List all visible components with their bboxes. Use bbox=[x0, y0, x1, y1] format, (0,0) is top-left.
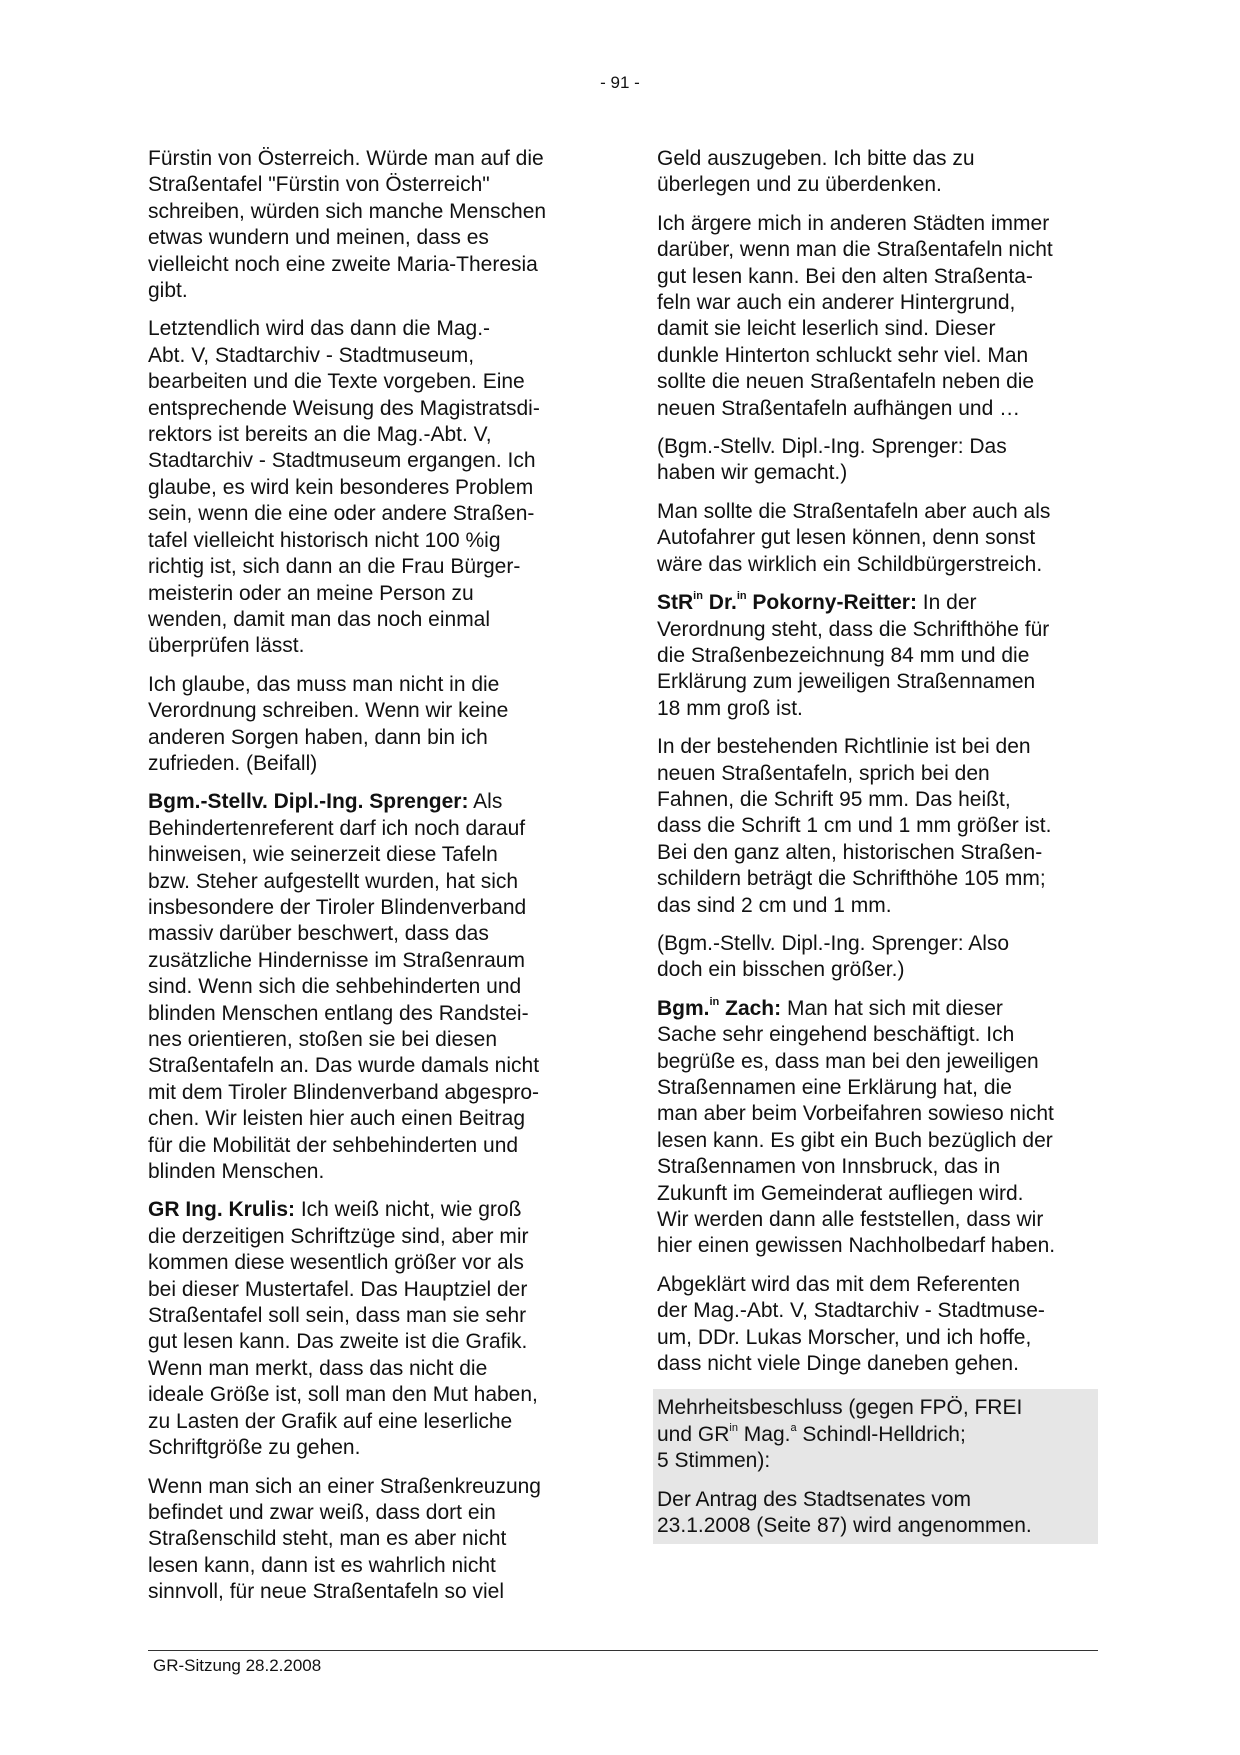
text-line: man aber beim Vorbeifahren sowieso nicht bbox=[657, 1102, 1054, 1126]
speech-text: In der bbox=[916, 591, 977, 615]
text-line: für die Mobilität der sehbehinderten und bbox=[148, 1133, 519, 1157]
text-line: In der bestehenden Richtlinie ist bei den bbox=[657, 735, 1031, 759]
text-line: neuen Straßentafeln aufhängen und … bbox=[657, 396, 1021, 420]
text-line: Bei den ganz alten, historischen Straßen- bbox=[657, 840, 1043, 864]
text-line: sollte die neuen Straßentafeln neben die bbox=[657, 370, 1035, 394]
text-line bbox=[657, 590, 1097, 616]
footer-text: GR-Sitzung 28.2.2008 bbox=[153, 1656, 322, 1675]
text-line: wäre das wirklich ein Schildbürgerstreich. bbox=[657, 552, 1043, 576]
text-line: gut lesen kann. Bei den alten Straßenta- bbox=[657, 264, 1033, 288]
text-line: befindet und zwar weiß, dass dort ein bbox=[148, 1500, 496, 1524]
text-line: Geld auszugeben. Ich bitte das zu bbox=[657, 147, 975, 170]
text-line: das sind 2 cm und 1 mm. bbox=[657, 893, 892, 917]
text-line: sind. Wenn sich die sehbehinderten und bbox=[148, 975, 522, 999]
text-line: um, DDr. Lukas Morscher, und ich hoffe, bbox=[657, 1325, 1032, 1349]
footer-divider bbox=[148, 1650, 1098, 1651]
vote-result bbox=[657, 1395, 1094, 1474]
text-line: blinden Menschen entlang des Randstei- bbox=[148, 1001, 529, 1025]
text-line: Fahnen, die Schrift 95 mm. Das heißt, bbox=[657, 787, 1011, 811]
text-line: überprüfen lässt. bbox=[148, 634, 305, 658]
paragraph bbox=[657, 734, 1097, 919]
text-line: (Bgm.-Stellv. Dipl.-Ing. Sprenger: Also bbox=[657, 931, 1010, 955]
text-line: Wenn man sich an einer Straßenkreuzung bbox=[148, 1474, 541, 1498]
text-line: schildern beträgt die Schrifthöhe 105 mm; bbox=[657, 867, 1046, 891]
speaker-name: Bgm.$^{in}$ Zach: bbox=[657, 995, 782, 1020]
text-line: Sache sehr eingehend beschäftigt. Ich bbox=[657, 1023, 1015, 1047]
text-line: Straßentafel "Fürstin von Österreich" bbox=[148, 173, 490, 197]
speech-paragraph bbox=[148, 1197, 588, 1461]
resolution-box bbox=[653, 1389, 1098, 1543]
text-line: Letztendlich wird das dann die Mag.- bbox=[148, 317, 491, 341]
speech-paragraph bbox=[657, 996, 1097, 1260]
text-line: Verordnung steht, dass die Schrifthöhe für bbox=[657, 617, 1050, 641]
text-line bbox=[657, 996, 1097, 1022]
right-column bbox=[657, 146, 1097, 1544]
text-line: hier einen gewissen Nachholbedarf haben. bbox=[657, 1234, 1056, 1258]
text-line: begrüße es, dass man bei den jeweiligen bbox=[657, 1049, 1039, 1073]
text-line: Stadtarchiv - Stadtmuseum ergangen. Ich bbox=[148, 449, 536, 473]
paragraph bbox=[657, 211, 1097, 422]
paragraph bbox=[148, 1474, 588, 1606]
text-line: feln war auch ein anderer Hintergrund, bbox=[657, 291, 1016, 315]
text-line: Zukunft im Gemeinderat aufliegen wird. bbox=[657, 1181, 1024, 1205]
text-line: darüber, wenn man die Straßentafeln nicht bbox=[657, 238, 1053, 262]
speech-paragraph bbox=[148, 789, 588, 1185]
text-line: 18 mm groß ist. bbox=[657, 696, 803, 720]
text-line: damit sie leicht leserlich sind. Dieser bbox=[657, 317, 996, 341]
text-line: tafel vielleicht historisch nicht 100 %ig bbox=[148, 528, 501, 552]
text-line: etwas wundern und meinen, dass es bbox=[148, 226, 489, 250]
text-line: massiv darüber beschwert, dass das bbox=[148, 922, 489, 946]
text-line: überlegen und zu überdenken. bbox=[657, 173, 942, 197]
text-line: Schriftgröße zu gehen. bbox=[148, 1436, 361, 1460]
text-line: lesen kann. Es gibt ein Buch bezüglich der bbox=[657, 1128, 1053, 1152]
text-line: die derzeitigen Schriftzüge sind, aber mir bbox=[148, 1224, 529, 1248]
paragraph bbox=[148, 316, 588, 659]
text-line: dunkle Hinterton schluckt sehr viel. Man bbox=[657, 343, 1029, 367]
text-line: wenden, damit man das noch einmal bbox=[148, 607, 491, 631]
text-line: Abgeklärt wird das mit dem Referenten bbox=[657, 1272, 1020, 1296]
text-line: Straßentafeln an. Das wurde damals nicht bbox=[148, 1054, 540, 1078]
decision-text bbox=[657, 1487, 1094, 1540]
speech-paragraph bbox=[657, 590, 1097, 722]
text-line: blinden Menschen. bbox=[148, 1160, 325, 1184]
paragraph bbox=[148, 672, 588, 778]
paragraph bbox=[657, 499, 1097, 578]
text-line: anderen Sorgen haben, dann bin ich bbox=[148, 725, 488, 749]
text-line: sinnvoll, für neue Straßentafeln so viel bbox=[148, 1580, 505, 1604]
text-line bbox=[148, 789, 588, 815]
text-line: neuen Straßentafeln, sprich bei den bbox=[657, 761, 990, 785]
text-line: nes orientieren, stoßen sie bei diesen bbox=[148, 1028, 498, 1051]
speech-text: Ich weiß nicht, wie groß bbox=[295, 1198, 522, 1222]
text-line: Wenn man merkt, dass das nicht die bbox=[148, 1356, 488, 1380]
text-line bbox=[148, 1197, 588, 1223]
text-line: gibt. bbox=[148, 279, 188, 303]
paragraph bbox=[657, 146, 1097, 199]
paragraph bbox=[148, 146, 588, 304]
text-line: richtig ist, sich dann an die Frau Bürger- bbox=[148, 555, 521, 579]
text-line: dass die Schrift 1 cm und 1 mm größer ist. bbox=[657, 814, 1052, 838]
text-line: rektors ist bereits an die Mag.-Abt. V, bbox=[148, 423, 492, 447]
text-line: hinweisen, wie seinerzeit diese Tafeln bbox=[148, 843, 498, 867]
text-line: Autofahrer gut lesen können, denn sonst bbox=[657, 526, 1036, 550]
text-line: Straßennamen eine Erklärung hat, die bbox=[657, 1076, 1012, 1099]
left-column bbox=[148, 146, 588, 1618]
text-line: vielleicht noch eine zweite Maria-Theresia bbox=[148, 252, 538, 276]
speech-text: Man hat sich mit dieser bbox=[781, 996, 1003, 1020]
text-line: dass nicht viele Dinge daneben gehen. bbox=[657, 1352, 1019, 1376]
interjection bbox=[657, 931, 1097, 984]
text-line: Straßennamen von Innsbruck, das in bbox=[657, 1155, 1001, 1179]
text-line: ideale Größe ist, soll man den Mut haben, bbox=[148, 1383, 538, 1407]
text-line: bzw. Steher aufgestellt wurden, hat sich bbox=[148, 869, 519, 893]
text-line: Erklärung zum jeweiligen Straßennamen bbox=[657, 670, 1036, 694]
text-line: kommen diese wesentlich größer vor als bbox=[148, 1251, 524, 1275]
text-line: Fürstin von Österreich. Würde man auf die bbox=[148, 147, 544, 170]
text-line: Mehrheitsbeschluss (gegen FPÖ, FREI bbox=[657, 1396, 1023, 1420]
speech-text: Als bbox=[468, 790, 503, 814]
text-line: chen. Wir leisten hier auch einen Beitrag bbox=[148, 1107, 526, 1131]
text-line: insbesondere der Tiroler Blindenverband bbox=[148, 895, 527, 919]
speaker-name: GR Ing. Krulis: bbox=[148, 1198, 295, 1222]
text-line: 23.1.2008 (Seite 87) wird angenommen. bbox=[657, 1514, 1032, 1538]
text-line: die Straßenbezeichnung 84 mm und die bbox=[657, 643, 1030, 667]
text-line: Behindertenreferent darf ich noch darauf bbox=[148, 816, 526, 840]
text-line: Abt. V, Stadtarchiv - Stadtmuseum, bbox=[148, 343, 475, 367]
text-line: gut lesen kann. Das zweite ist die Grafik. bbox=[148, 1330, 528, 1354]
text-line: glaube, es wird kein besonderes Problem bbox=[148, 475, 534, 499]
text-line: der Mag.-Abt. V, Stadtarchiv - Stadtmuse- bbox=[657, 1299, 1045, 1323]
text-line: lesen kann, dann ist es wahrlich nicht bbox=[148, 1553, 496, 1577]
text-line: doch ein bisschen größer.) bbox=[657, 958, 905, 982]
text-line: entsprechende Weisung des Magistratsdi- bbox=[148, 396, 540, 420]
text-line: Ich glaube, das muss man nicht in die bbox=[148, 672, 500, 696]
text-line: Ich ärgere mich in anderen Städten immer bbox=[657, 211, 1050, 235]
text-line: meisterin oder an meine Person zu bbox=[148, 581, 474, 605]
text-line: schreiben, würden sich manche Menschen bbox=[148, 199, 547, 223]
text-line: sein, wenn die eine oder andere Straßen- bbox=[148, 502, 535, 526]
text-line: zusätzliche Hindernisse im Straßenraum bbox=[148, 948, 525, 972]
text-line: haben wir gemacht.) bbox=[657, 461, 848, 485]
page-number: - 91 - bbox=[600, 73, 640, 92]
text-line: zufrieden. (Beifall) bbox=[148, 751, 318, 775]
text-line: Man sollte die Straßentafeln aber auch als bbox=[657, 499, 1051, 523]
text-line: Straßenschild steht, man es aber nicht bbox=[148, 1527, 507, 1551]
text-line: Wir werden dann alle feststellen, dass wir bbox=[657, 1208, 1044, 1232]
text-line: bei dieser Mustertafel. Das Hauptziel der bbox=[148, 1277, 528, 1301]
speaker-name: StR$^{in}$ Dr.$^{in}$ Pokorny-Reitter: bbox=[657, 590, 917, 615]
text-line: 5 Stimmen): bbox=[657, 1449, 771, 1473]
text-line: mit dem Tiroler Blindenverband abgespro- bbox=[148, 1080, 540, 1104]
text-line: zu Lasten der Grafik auf eine leserliche bbox=[148, 1409, 513, 1433]
interjection bbox=[657, 434, 1097, 487]
text-line: Der Antrag des Stadtsenates vom bbox=[657, 1487, 972, 1511]
text-line: bearbeiten und die Texte vorgeben. Eine bbox=[148, 370, 525, 394]
text-line: (Bgm.-Stellv. Dipl.-Ing. Sprenger: Das bbox=[657, 435, 1007, 459]
text-line: Verordnung schreiben. Wenn wir keine bbox=[148, 699, 509, 723]
speaker-name: Bgm.-Stellv. Dipl.-Ing. Sprenger: bbox=[148, 790, 469, 814]
text-line: Straßentafel soll sein, dass man sie sehr bbox=[148, 1304, 527, 1328]
text-line: und $GR^{in}$ Mag.$^a$ Schindl-Helldrich; bbox=[657, 1421, 966, 1446]
paragraph bbox=[657, 1272, 1097, 1378]
